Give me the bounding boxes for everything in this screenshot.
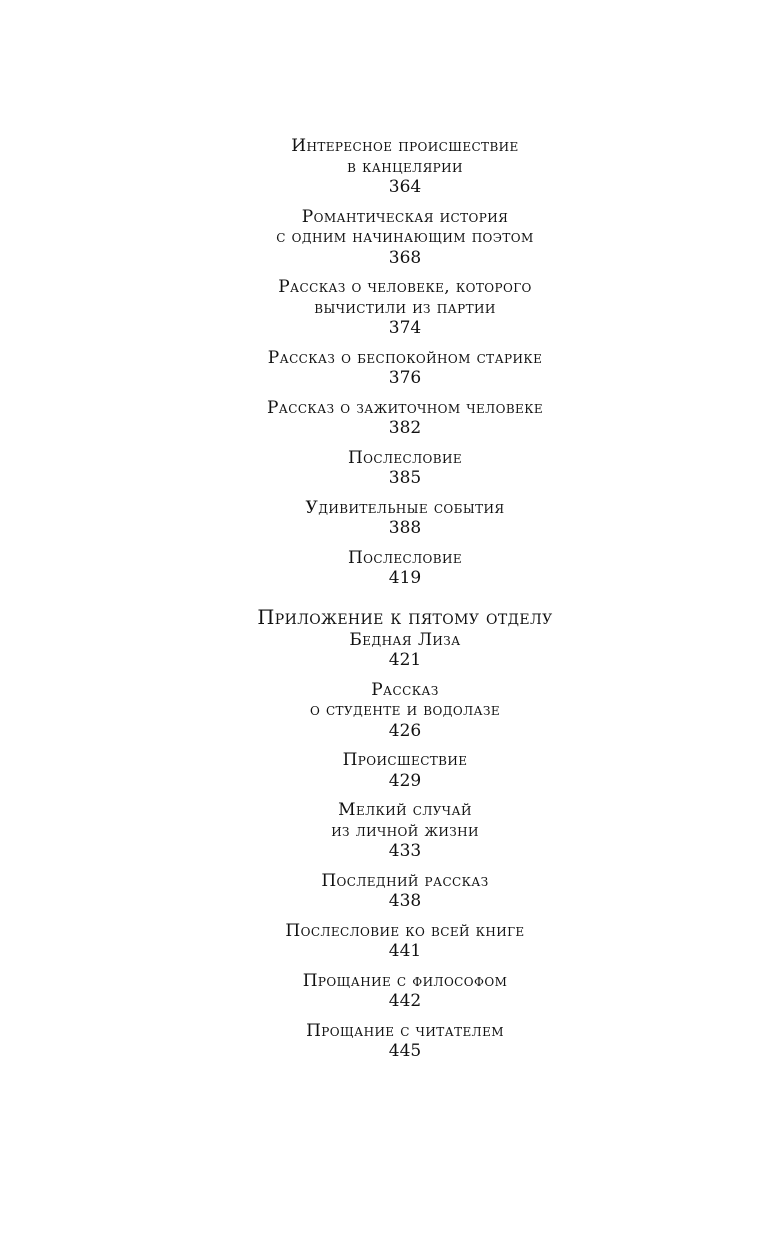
toc-page-number: 438 xyxy=(388,891,422,911)
toc-entry-title: с одним начинающим поэтом xyxy=(276,227,534,247)
toc-main-list xyxy=(0,136,768,589)
toc-entry-title: Рассказ xyxy=(371,679,439,700)
toc-entry-title: Мелкий случай xyxy=(338,800,472,820)
toc-entry[interactable] xyxy=(0,871,768,912)
toc-entry-title: Бедная Лиза xyxy=(349,629,461,650)
toc-entry[interactable] xyxy=(0,448,768,489)
toc-entry-title: Удивительные события xyxy=(305,497,505,518)
toc-page-number: 376 xyxy=(388,368,422,388)
table-of-contents xyxy=(0,136,768,1071)
appendix-list xyxy=(0,630,768,1062)
toc-entry-title: Прощание с философом xyxy=(302,970,508,991)
toc-page-number: 368 xyxy=(388,247,422,268)
toc-page-number: 441 xyxy=(388,941,422,961)
toc-page-number: 385 xyxy=(388,468,422,488)
toc-page-number: 382 xyxy=(388,418,422,438)
toc-entry-title: вычистили из партии xyxy=(314,297,496,318)
toc-entry-title: Послесловие xyxy=(347,447,463,468)
toc-page-number: 388 xyxy=(388,518,422,538)
toc-page-number: 421 xyxy=(388,650,422,670)
toc-entry-title: Рассказ о беспокойном старике xyxy=(267,347,543,368)
toc-entry-title: в канцелярии xyxy=(347,156,463,177)
toc-entry-title: Последний рассказ xyxy=(321,870,489,891)
toc-entry-title: Прощание с читателем xyxy=(306,1020,504,1041)
toc-entry[interactable] xyxy=(0,921,768,962)
toc-entry-title: Романтическая история xyxy=(301,206,509,227)
toc-entry[interactable] xyxy=(0,398,768,439)
toc-entry[interactable] xyxy=(0,548,768,589)
toc-entry-title: о студенте и водолазе xyxy=(309,700,501,720)
toc-page-number: 445 xyxy=(388,1041,422,1061)
toc-entry[interactable] xyxy=(0,680,768,742)
toc-entry[interactable] xyxy=(0,207,768,269)
toc-entry[interactable] xyxy=(0,630,768,671)
toc-entry-title: Интересное происшествие xyxy=(291,136,519,156)
toc-entry-title: из личной жизни xyxy=(331,820,479,841)
appendix-section-heading: Приложение к пятому отделу xyxy=(257,605,553,629)
toc-entry[interactable] xyxy=(0,348,768,389)
toc-page-number: 374 xyxy=(388,318,422,338)
toc-entry[interactable] xyxy=(0,750,768,791)
toc-page-number: 429 xyxy=(388,770,422,791)
toc-page-number: 426 xyxy=(388,720,422,741)
toc-page-number: 419 xyxy=(388,568,422,588)
toc-entry-title: Рассказ о зажиточном человеке xyxy=(266,397,544,418)
toc-page-number: 433 xyxy=(388,841,422,861)
toc-entry[interactable] xyxy=(0,136,768,198)
toc-entry-title: Рассказ о человеке, которого xyxy=(278,277,532,297)
toc-page-number: 364 xyxy=(388,177,422,197)
toc-entry[interactable] xyxy=(0,971,768,1012)
toc-entry[interactable] xyxy=(0,800,768,862)
toc-page-number: 442 xyxy=(388,991,422,1011)
toc-entry[interactable] xyxy=(0,1021,768,1062)
toc-entry-title: Послесловие xyxy=(347,547,463,568)
toc-entry-title: Послесловие ко всей книге xyxy=(285,920,525,941)
toc-entry[interactable] xyxy=(0,277,768,339)
toc-entry-title: Происшествие xyxy=(342,750,468,770)
toc-entry[interactable] xyxy=(0,498,768,539)
